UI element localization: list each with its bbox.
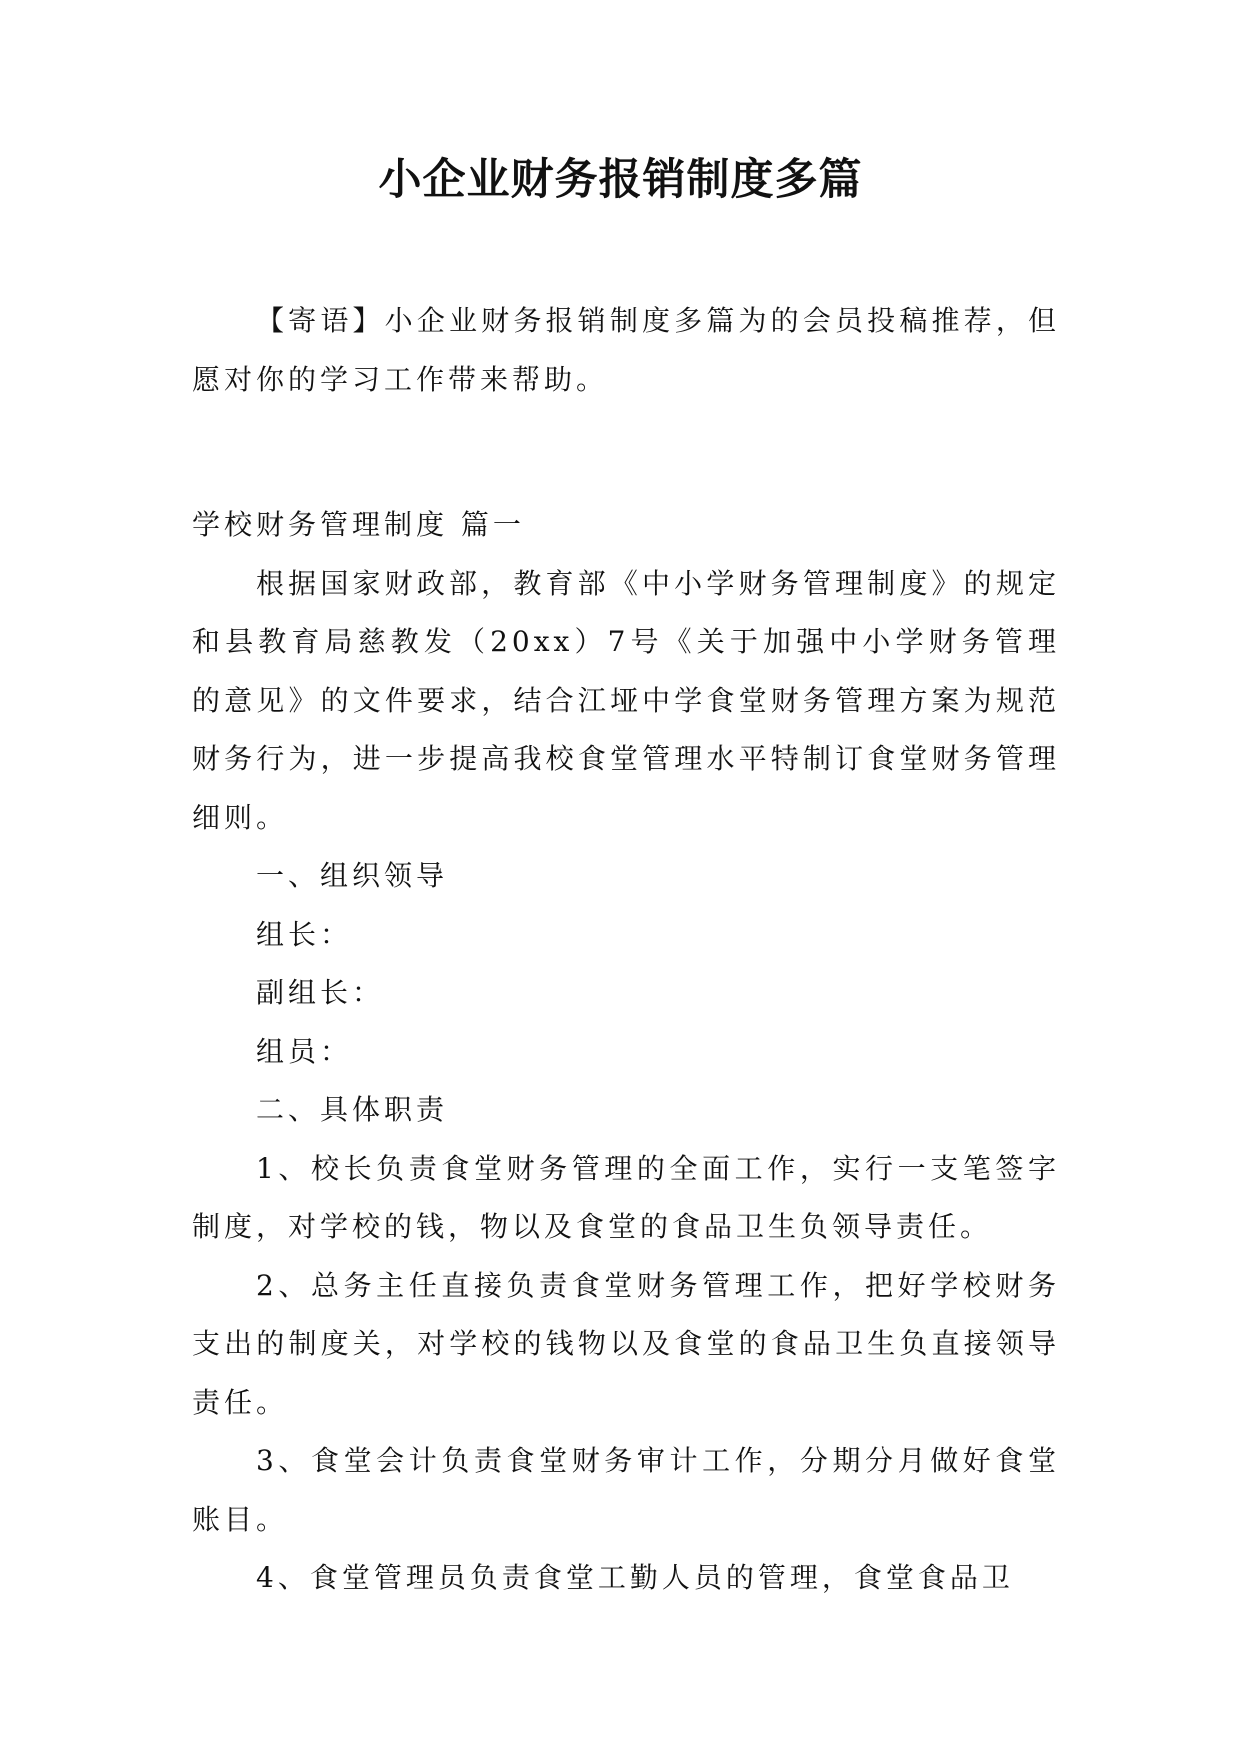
deputy-leader-line: 副组长： xyxy=(256,976,385,1009)
members-line: 组员： xyxy=(256,1034,353,1068)
section-heading: 学校财务管理制度 篇一 xyxy=(192,508,525,541)
document-body xyxy=(192,292,1060,1608)
list-heading-organization: 一、组织领导 xyxy=(256,859,449,892)
duty-item: 3、食堂会计负责食堂财务审计工作，分期分月做好食堂账目。 xyxy=(192,1444,1060,1536)
duty-item: 2、总务主任直接负责食堂财务管理工作，把好学校财务支出的制度关，对学校的钱物以及食堂的食品卫生负直接领导责任。 xyxy=(192,1268,1060,1419)
document-title: 小企业财务报销制度多篇 xyxy=(378,155,863,205)
intro-paragraph: 【寄语】小企业财务报销制度多篇为的会员投稿推荐，但愿对你的学习工作带来帮助。 xyxy=(192,304,1060,396)
body-paragraph: 根据国家财政部，教育部《中小学财务管理制度》的规定和县教育局慈教发（20xx）7号《关于加强中小学财务管理的意见》的文件要求，结合江垭中学食堂财务管理方案为规范财务行为，进一步提高我校食堂管理水平特制订食堂财务管理细则。 xyxy=(192,566,1060,834)
spacer xyxy=(192,409,1060,496)
duty-item: 1、校长负责食堂财务管理的全面工作，实行一支笔签字制度，对学校的钱，物以及食堂的食品卫生负领导责任。 xyxy=(192,1151,1060,1243)
duty-item: 4、食堂管理员负责食堂工勤人员的管理，食堂食品卫 xyxy=(256,1561,1014,1594)
team-leader-line: 组长： xyxy=(256,917,353,951)
list-heading-duties: 二、具体职责 xyxy=(256,1093,449,1126)
